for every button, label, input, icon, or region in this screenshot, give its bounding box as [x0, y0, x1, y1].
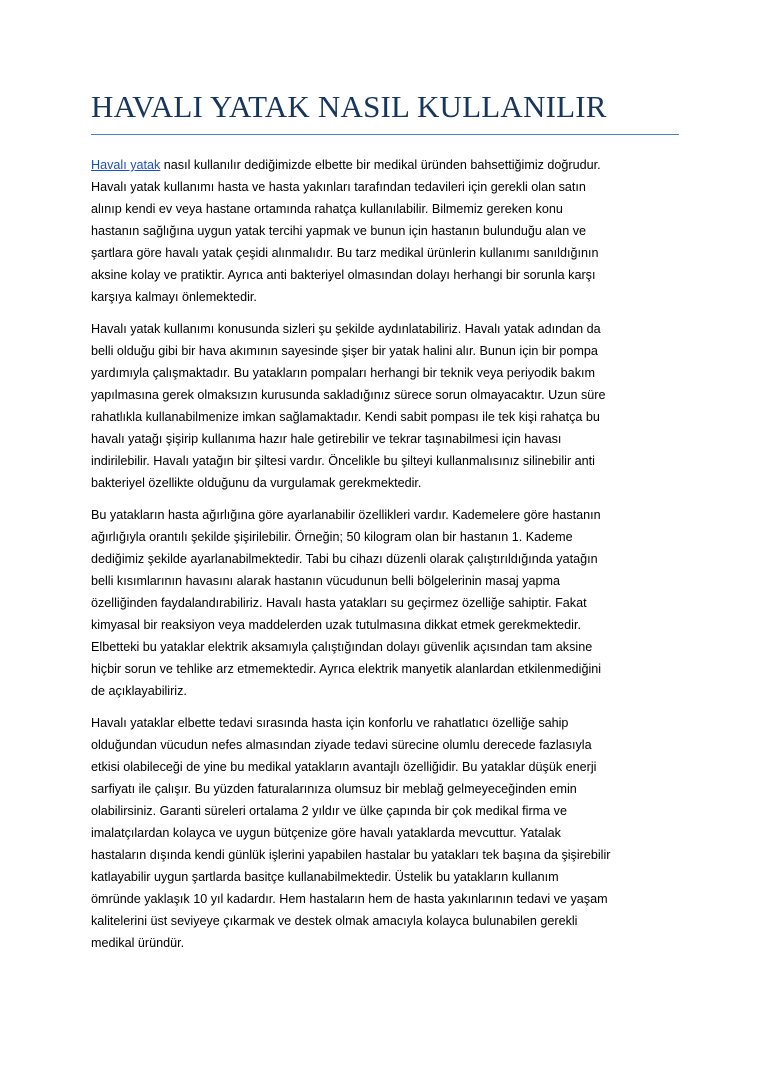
text-line: sarfiyatı ile çalışır. Bu yüzden faturalarınıza olumsuz bir meblağ gelmeyeceğinden emin	[91, 782, 577, 796]
text-line: ağırlığıyla orantılı şekilde şişirilebilir. Örneğin; 50 kilogram olan bir hastanın 1. Kademe	[91, 530, 573, 544]
text-line: kimyasal bir reaksiyon veya maddelerden uzak tutulmasına dikkat etmek gerekmektedir.	[91, 618, 581, 632]
text-line: imalatçılardan kolayca ve uygun bütçenize göre havalı yataklarda mevcuttur. Yatalak	[91, 826, 561, 840]
paragraph-3	[91, 504, 681, 702]
paragraph-4	[91, 712, 681, 954]
document-body	[91, 154, 681, 964]
title-underline	[91, 134, 679, 135]
text-line: aksine kolay ve pratiktir. Ayrıca anti bakteriyel olmasından dolayı herhangi bir sorunla karşı	[91, 268, 596, 282]
text-line: alınıp kendi ev veya hastane ortamında rahatça kullanılabilir. Bilmemiz gereken konu	[91, 202, 563, 216]
text-line: rahatlıkla kullanabilmenize imkan sağlamaktadır. Kendi sabit pompası ile tek kişi rahatça bu	[91, 410, 600, 424]
text-line: Bu yatakların hasta ağırlığına göre ayarlanabilir özellikleri vardır. Kademelere göre hastanın	[91, 508, 601, 522]
text-line-rest: nasıl kullanılır dediğimizde elbette bir medikal üründen bahsettiğimiz doğrudur.	[160, 158, 601, 172]
text-line: Havalı yatak kullanımı hasta ve hasta yakınları tarafından tedavileri için gerekli olan satın	[91, 180, 586, 194]
text-line: katlayabilir uygun şartlarda basitçe kullanabilmektedir. Üstelik bu yatakların kullanım	[91, 870, 559, 884]
text-line: kalitelerini üst seviyeye çıkarmak ve destek olmak amacıyla kolayca bulunabilen gerekli	[91, 914, 578, 928]
text-line: Havalı yatak kullanımı konusunda sizleri şu şekilde aydınlatabiliriz. Havalı yatak adından da	[91, 322, 601, 336]
text-line: olduğundan vücudun nefes almasından ziyade tedavi sürecine olumlu derecede fazlasıyla	[91, 738, 592, 752]
text-line: Elbetteki bu yataklar elektrik aksamıyla çalıştığından dolayı güvenlik açısından tam aksine	[91, 640, 593, 654]
text-line: hastaların dışında kendi günlük işlerini yapabilen hastalar bu yatakları tek başına da şişirebilir	[91, 848, 611, 862]
text-line: ömründe yaklaşık 10 yıl kadardır. Hem hastaların hem de hasta yakınlarının tedavi ve yaşam	[91, 892, 608, 906]
text-line: belli olduğu gibi bir hava akımının sayesinde şişer bir yatak halini alır. Bunun için bir pompa	[91, 344, 598, 358]
text-line: Havalı yataklar elbette tedavi sırasında hasta için konforlu ve rahatlatıcı özelliğe sahip	[91, 716, 569, 730]
text-line: de açıklayabiliriz.	[91, 684, 187, 698]
text-line: yardımıyla çalışmaktadır. Bu yatakların pompaları herhangi bir teknik veya periyodik bakım	[91, 366, 595, 380]
paragraph-1	[91, 154, 681, 308]
text-line: karşıya kalmayı önlemektedir.	[91, 290, 257, 304]
text-line: bakteriyel özellikte olduğunu da vurgulamak gerekmektedir.	[91, 476, 422, 490]
text-line: havalı yatağı şişirip kullanıma hazır hale getirebilir ve tekrar taşınabilmesi için havası	[91, 432, 562, 446]
text-line: hiçbir sorun ve tehlike arz etmemektedir. Ayrıca elektrik manyetik alanlardan etkilenmediğini	[91, 662, 602, 676]
text-line: belli kısımlarının havasını alarak hastanın vücudunun belli bölgelerinin masaj yapma	[91, 574, 561, 588]
text-line: şartlara göre havalı yatak çeşidi alınmalıdır. Bu tarz medikal ürünlerin kullanımı sanıldığının	[91, 246, 599, 260]
text-line: dediğimiz şekilde ayarlanabilmektedir. Tabi bu cihazı düzenli olarak çalıştırıldığında yatağın	[91, 552, 598, 566]
text-line: hastanın sağlığına uygun yatak tercihi yapmak ve bunun için hastanın bulunduğu alan ve	[91, 224, 586, 238]
text-line: medikal üründür.	[91, 936, 185, 950]
page-title: HAVALI YATAK NASIL KULLANILIR	[91, 89, 607, 124]
havali-yatak-link[interactable]: Havalı yatak	[91, 158, 161, 172]
paragraph-2	[91, 318, 681, 494]
text-line: olabilirsiniz. Garanti süreleri ortalama 2 yıldır ve ülke çapında bir çok medikal firma ve	[91, 804, 567, 818]
text-line: özelliğinden faydalandırabiliriz. Havalı hasta yatakları su geçirmez özelliğe sahiptir. Fakat	[91, 596, 587, 610]
text-line: indirilebilir. Havalı yatağın bir şiltesi vardır. Öncelikle bu şilteyi kullanmalısınız silinebilir anti	[91, 454, 595, 468]
text-line	[91, 154, 681, 176]
text-line: yapılmasına gerek olmaksızın kurusunda sakladığınız sürece sorun olmayacaktır. Uzun süre	[91, 388, 606, 402]
text-line: etkisi olabileceği de yine bu medikal yatakların avantajlı özelliğidir. Bu yataklar düşük enerji	[91, 760, 597, 774]
